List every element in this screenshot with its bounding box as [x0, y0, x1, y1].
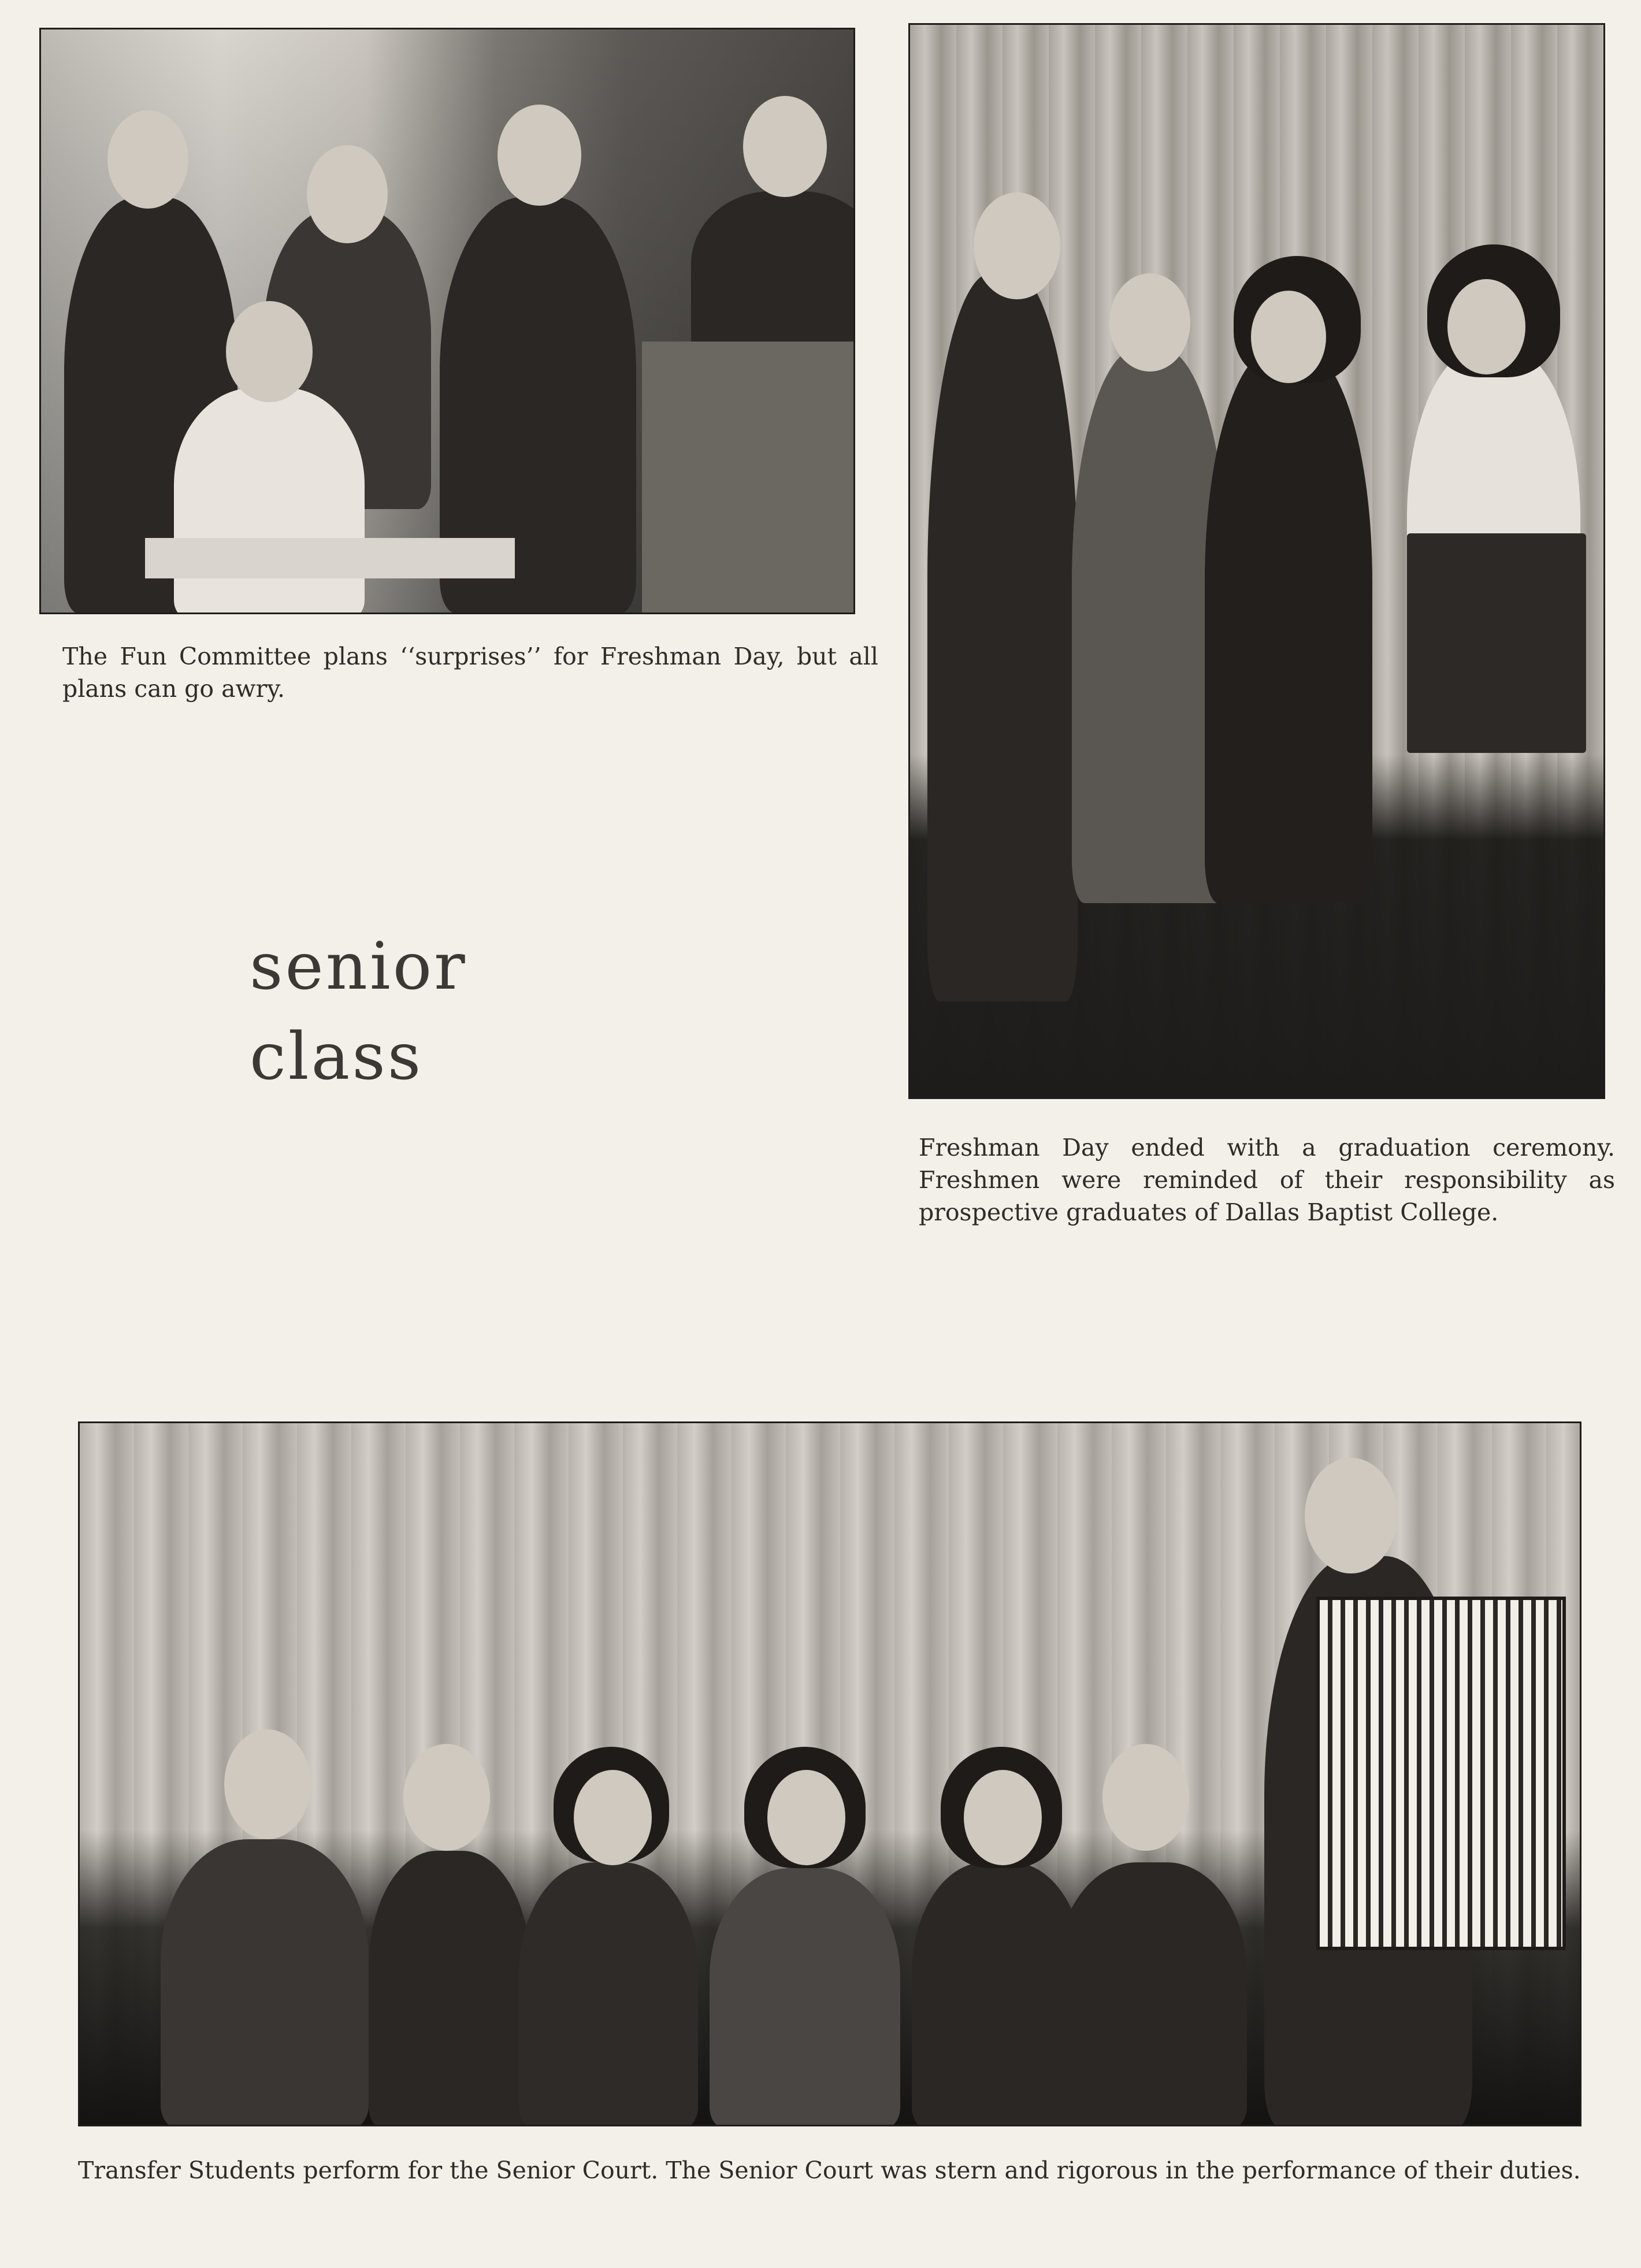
person-head: [226, 301, 313, 402]
senior-court-photo: [78, 1421, 1581, 2126]
person-head: [1447, 279, 1525, 374]
person-head: [403, 1744, 490, 1851]
person-head: [1305, 1458, 1397, 1573]
person-silhouette: [710, 1868, 900, 2126]
page-title-line-2: class: [250, 1019, 424, 1094]
senior-court-caption: Transfer Students perform for the Senior Court. The Senior Court was stern and rigorous in the performance of their duties.: [78, 2156, 1581, 2184]
person-head: [307, 145, 388, 243]
person-head: [107, 110, 188, 209]
desk: [145, 538, 515, 578]
person-head: [498, 105, 581, 206]
accordion: [1316, 1597, 1566, 1950]
person-head: [974, 192, 1060, 299]
graduation-ceremony-photo: [908, 23, 1605, 1099]
person-head: [964, 1770, 1042, 1865]
graduation-caption: Freshman Day ended with a graduation ceremony. Freshmen were reminded of their responsibility as prospective graduates of Dallas Baptist College.: [919, 1134, 1615, 1226]
page-title-line-1: senior: [250, 929, 467, 1004]
fun-committee-caption: The Fun Committee plans ‘‘surprises’’ for Freshman Day, but all plans can go awry.: [62, 643, 878, 703]
person-silhouette: [161, 1839, 369, 2126]
lectern: [642, 342, 855, 614]
person-silhouette: [369, 1851, 530, 2126]
person-head: [1251, 291, 1326, 383]
person-silhouette: [927, 273, 1078, 1001]
person-silhouette: [1205, 348, 1372, 903]
person-silhouette: [519, 1862, 698, 2126]
person-head: [574, 1770, 652, 1865]
person-head: [224, 1729, 311, 1839]
fun-committee-photo: [39, 28, 855, 614]
person-head: [767, 1770, 845, 1865]
person-head: [743, 96, 827, 197]
person-head: [1102, 1744, 1189, 1851]
person-silhouette: [174, 388, 365, 614]
person-skirt: [1407, 533, 1586, 753]
person-head: [1109, 273, 1190, 372]
person-silhouette: [1056, 1862, 1247, 2126]
person-silhouette: [691, 191, 855, 365]
